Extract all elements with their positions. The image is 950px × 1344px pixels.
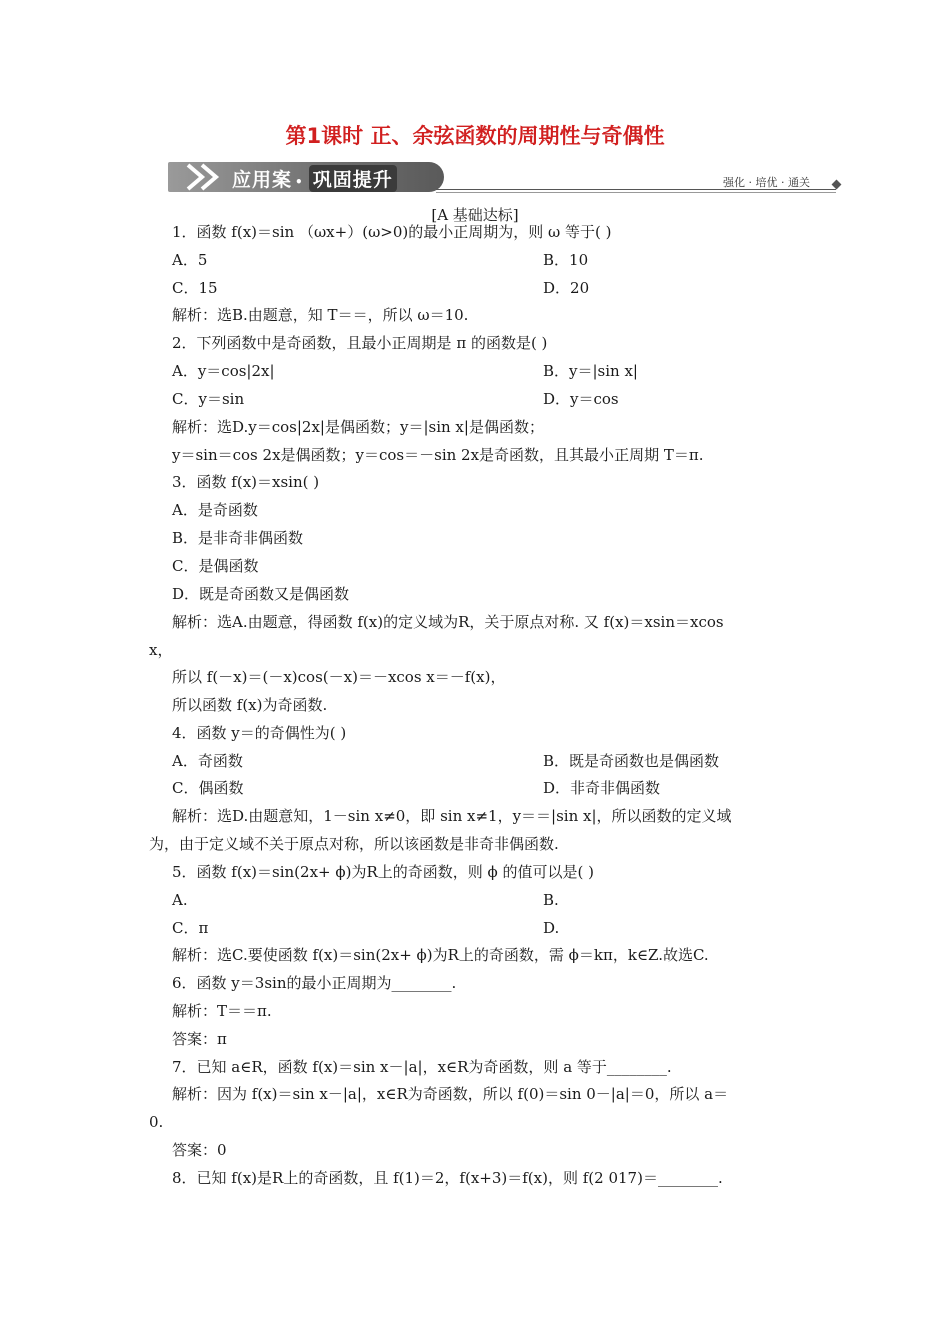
page-title: 第1课时 正、余弦函数的周期性与奇偶性 bbox=[285, 124, 665, 148]
text-line: A．是奇函数 bbox=[172, 501, 258, 519]
text-line: A．奇函数 bbox=[172, 752, 243, 770]
text-line: D. bbox=[543, 919, 560, 937]
text-line: C．y＝sin bbox=[172, 390, 245, 408]
text-line: C．偶函数 bbox=[172, 779, 244, 797]
text-line: 解析：T＝＝π. bbox=[172, 1002, 272, 1020]
text-line: C．是偶函数 bbox=[172, 557, 259, 575]
text-line: B．既是奇函数也是偶函数 bbox=[543, 752, 720, 770]
text-line: 答案：0 bbox=[172, 1141, 227, 1159]
text-line: B．10 bbox=[543, 251, 589, 269]
text-line: 所以 f(－x)＝(－x)cos(－x)＝－xcos x＝－f(x)， bbox=[172, 668, 506, 686]
text-line: 0. bbox=[149, 1113, 164, 1131]
text-line: D．y＝cos bbox=[543, 390, 619, 408]
text-line: C．15 bbox=[172, 279, 218, 297]
text-line: 为，由于定义域不关于原点对称，所以该函数是非奇非偶函数. bbox=[149, 835, 559, 853]
text-line: 解析：选B.由题意，知 T＝＝，所以 ω＝10. bbox=[172, 306, 469, 324]
text-line: D．既是奇函数又是偶函数 bbox=[172, 585, 350, 603]
text-line: B．y＝|sin x| bbox=[543, 362, 638, 380]
section-heading: [A 基础达标] bbox=[431, 206, 519, 224]
banner-emphasis: 巩固提升 bbox=[309, 165, 397, 192]
banner-label: 应用案 bbox=[232, 169, 293, 191]
text-line: 解析：选D.由题意知，1－sin x≠0，即 sin x≠1，y＝＝|sin x|，所以函数的定义域 bbox=[172, 807, 732, 825]
text-line: C．π bbox=[172, 919, 209, 937]
banner-rule-thin bbox=[436, 192, 836, 193]
text-line: x， bbox=[149, 641, 173, 659]
text-line: 解析：选C.要使函数 f(x)＝sin(2x+ ϕ)为R上的奇函数，需 ϕ＝kπ，k∈Z.故选C. bbox=[172, 946, 709, 964]
diamond-icon bbox=[832, 180, 842, 190]
text-line: A．5 bbox=[172, 251, 208, 269]
banner-title: 应用案 • 巩固提升 bbox=[232, 165, 397, 192]
text-line: 5．函数 f(x)＝sin(2x+ ϕ)为R上的奇函数，则 ϕ 的值可以是( ) bbox=[172, 863, 594, 881]
text-line: 6．函数 y＝3sin的最小正周期为________. bbox=[172, 974, 457, 992]
text-line: D．非奇非偶函数 bbox=[543, 779, 661, 797]
text-line: 1．函数 f(x)＝sin （ωx+）(ω>0)的最小正周期为，则 ω 等于( ) bbox=[172, 223, 612, 241]
banner-tagline: 强化 · 培优 · 通关 bbox=[723, 176, 810, 189]
text-line: A．y＝cos|2x| bbox=[172, 362, 275, 380]
text-line: 4．函数 y＝的奇偶性为( ) bbox=[172, 724, 347, 742]
text-line: 解析：因为 f(x)＝sin x－|a|，x∈R为奇函数，所以 f(0)＝sin 0－|a|＝0，所以 a＝ bbox=[172, 1085, 729, 1103]
text-line: D．20 bbox=[543, 279, 590, 297]
text-line: 7．已知 a∈R，函数 f(x)＝sin x－|a|，x∈R为奇函数，则 a 等于________. bbox=[172, 1058, 672, 1076]
text-line: 3．函数 f(x)＝xsin( ) bbox=[172, 473, 320, 491]
banner-ribbon bbox=[168, 162, 444, 192]
text-line: 2．下列函数中是奇函数，且最小正周期是 π 的函数是( ) bbox=[172, 334, 548, 352]
text-line: B．是非奇非偶函数 bbox=[172, 529, 304, 547]
text-line: A. bbox=[172, 891, 188, 909]
text-line: B. bbox=[543, 891, 559, 909]
text-line: 所以函数 f(x)为奇函数. bbox=[172, 696, 328, 714]
text-line: 8．已知 f(x)是R上的奇函数，且 f(1)＝2，f(x+3)＝f(x)，则 f(2 017)＝________. bbox=[172, 1169, 723, 1187]
double-chevron-icon bbox=[174, 162, 234, 192]
text-line: 解析：选D.y＝cos|2x|是偶函数；y＝|sin x|是偶函数； bbox=[172, 418, 544, 436]
text-line: y＝sin＝cos 2x是偶函数；y＝cos＝－sin 2x是奇函数，且其最小正周期 T＝π. bbox=[172, 446, 704, 464]
text-line: 解析：选A.由题意，得函数 f(x)的定义域为R，关于原点对称. 又 f(x)＝xsin＝xcos bbox=[172, 613, 724, 631]
text-line: 答案：π bbox=[172, 1030, 227, 1048]
section-banner bbox=[168, 162, 842, 196]
